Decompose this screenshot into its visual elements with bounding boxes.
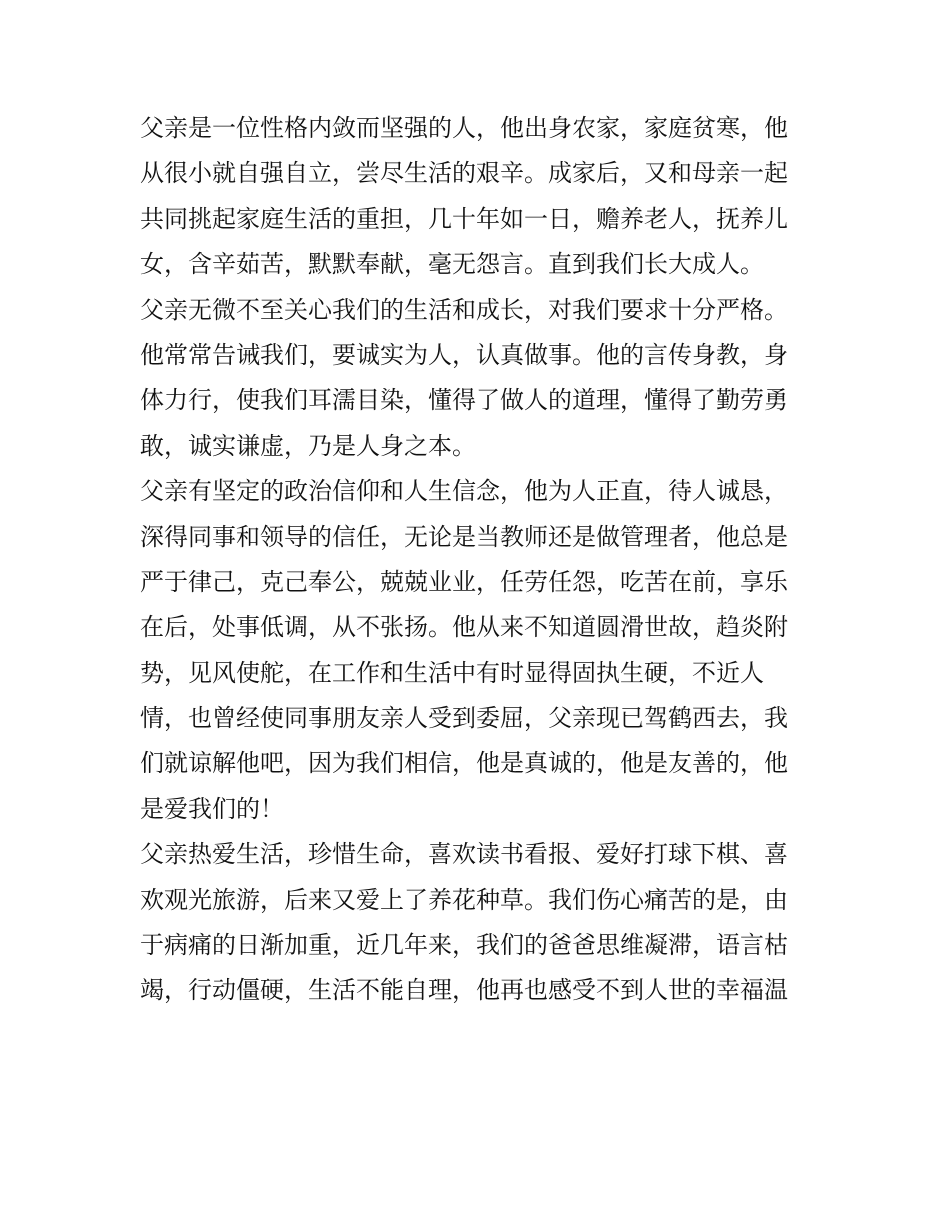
text-line: 们就谅解他吧，因为我们相信，他是真诚的，他是友善的，他 — [140, 749, 788, 778]
text-line: 共同挑起家庭生活的重担，几十年如一日，赡养老人，抚养儿 — [140, 204, 788, 233]
text-line: 父亲热爱生活，珍惜生命，喜欢读书看报、爱好打球下棋、喜 — [140, 840, 788, 869]
text-line: 情，也曾经使同事朋友亲人受到委屈，父亲现已驾鹤西去，我 — [140, 704, 788, 733]
text-line: 欢观光旅游，后来又爱上了养花种草。我们伤心痛苦的是，由 — [140, 885, 788, 914]
text-line: 女，含辛茹苦，默默奉献，毫无怨言。直到我们长大成人。 — [140, 250, 764, 279]
text-line: 在后，处事低调，从不张扬。他从来不知道圆滑世故，趋炎附 — [140, 613, 788, 642]
text-line: 从很小就自强自立，尝尽生活的艰辛。成家后，又和母亲一起 — [140, 159, 788, 188]
text-line: 是爱我们的！ — [140, 794, 284, 823]
text-line: 深得同事和领导的信任，无论是当教师还是做管理者，他总是 — [140, 522, 788, 551]
text-line: 严于律己，克己奉公，兢兢业业，任劳任怨，吃苦在前，享乐 — [140, 567, 788, 596]
text-line: 敢，诚实谦虚，乃是人身之本。 — [140, 431, 476, 460]
text-line: 父亲是一位性格内敛而坚强的人，他出身农家，家庭贫寒，他 — [140, 114, 788, 142]
text-line: 竭，行动僵硬，生活不能自理，他再也感受不到人世的幸福温 — [140, 976, 788, 1005]
text-line: 他常常告诫我们，要诚实为人，认真做事。他的言传身教，身 — [140, 340, 788, 369]
text-line: 体力行，使我们耳濡目染，懂得了做人的道理，懂得了勤劳勇 — [140, 386, 788, 415]
text-line: 父亲有坚定的政治信仰和人生信念，他为人正直，待人诚恳， — [140, 477, 788, 506]
document-body — [140, 106, 820, 1014]
text-line: 于病痛的日渐加重，近几年来，我们的爸爸思维凝滞，语言枯 — [140, 931, 788, 960]
text-line: 势，见风使舵，在工作和生活中有时显得固执生硬，不近人 — [140, 658, 764, 687]
text-line: 父亲无微不至关心我们的生活和成长，对我们要求十分严格。 — [140, 295, 788, 324]
